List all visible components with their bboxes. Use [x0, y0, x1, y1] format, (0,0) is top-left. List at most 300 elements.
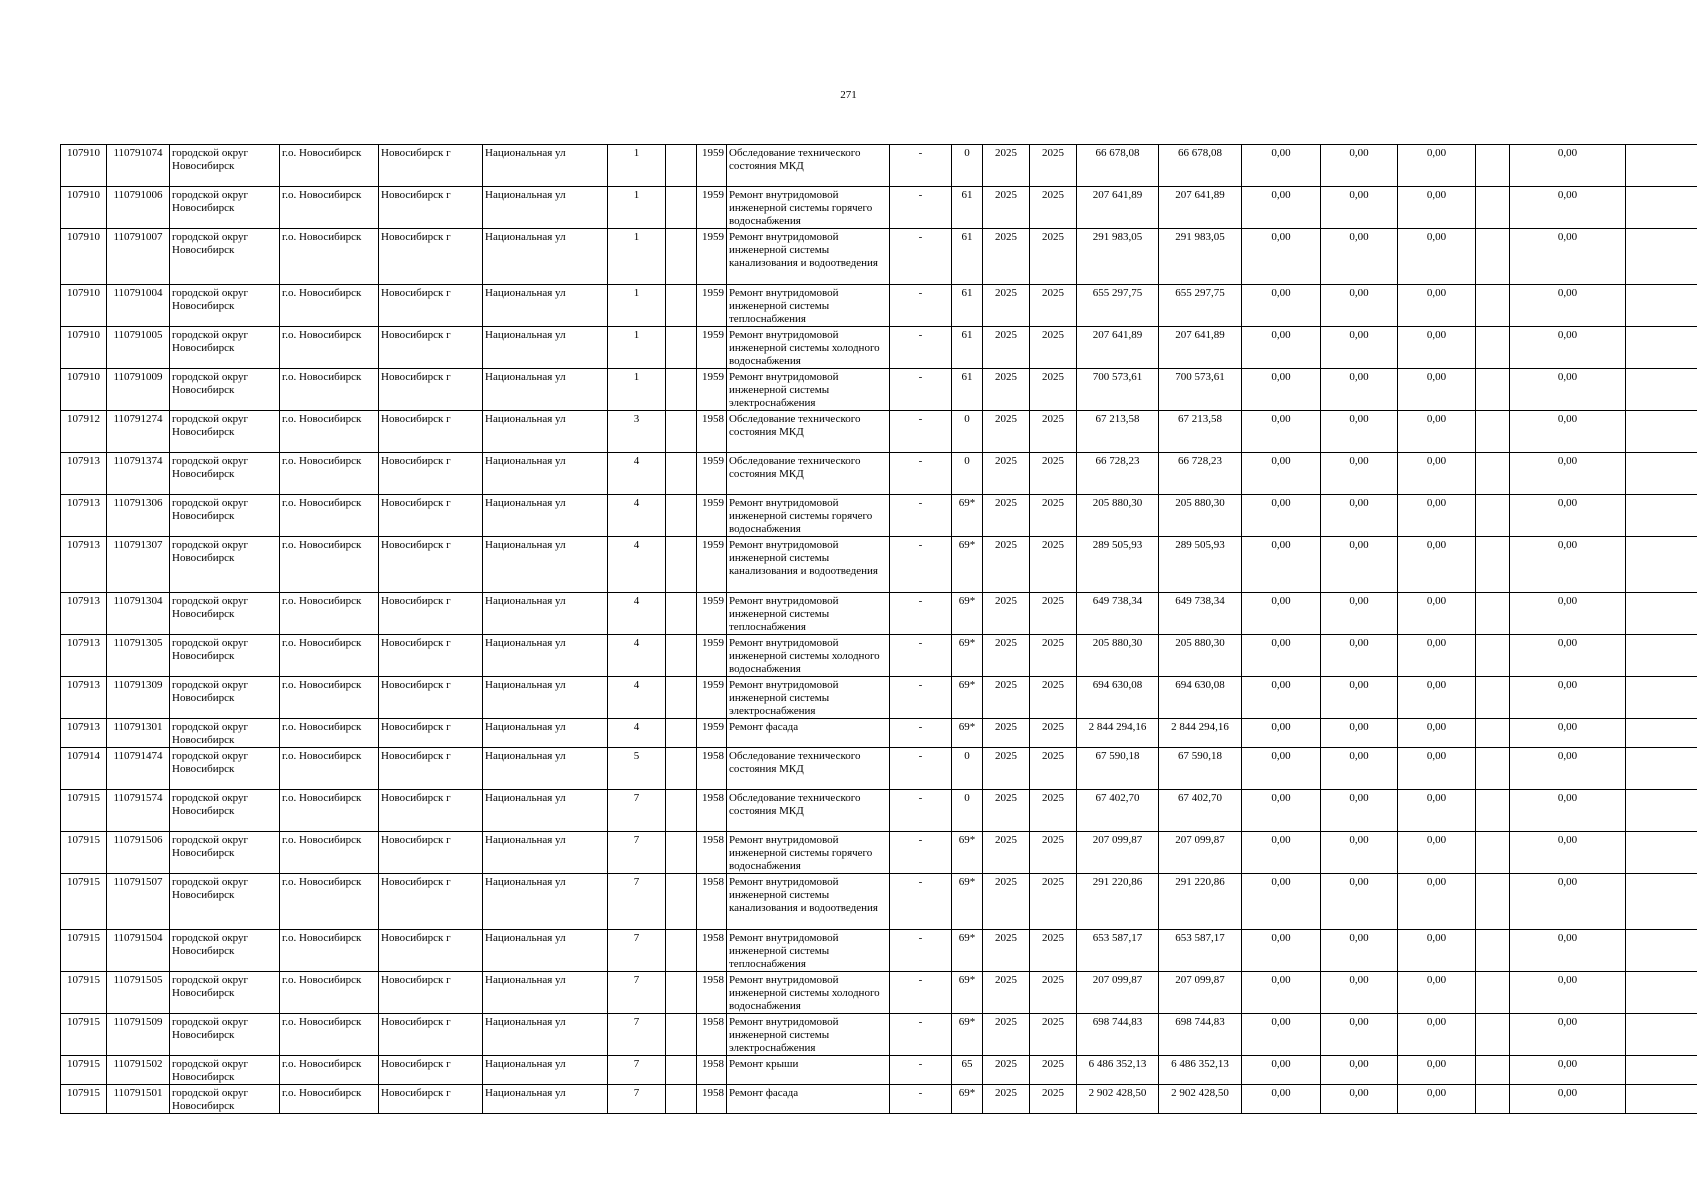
cell-year-start: 2025 [983, 874, 1030, 930]
cell-year-end: 2025 [1030, 593, 1077, 635]
cell-wear: 69* [952, 1085, 983, 1114]
cell-cost-total: 653 587,17 [1077, 930, 1159, 972]
cell-record-id: 107915 [61, 1014, 107, 1056]
cell-district: г.о. Новосибирск [280, 411, 379, 453]
cell-building [666, 677, 697, 719]
cell-cost-fund: 67 213,58 [1159, 411, 1242, 453]
cell-year-start: 2025 [983, 972, 1030, 1014]
cell-city: Новосибирск г [379, 972, 483, 1014]
cell-cost-total: 2 844 294,16 [1077, 719, 1159, 748]
cell-amount-1: 0,00 [1242, 930, 1321, 972]
cell-city: Новосибирск г [379, 1056, 483, 1085]
cell-amount-3: 0,00 [1398, 1014, 1476, 1056]
cell-amount-2: 0,00 [1321, 1056, 1398, 1085]
cell-cost-total: 694 630,08 [1077, 677, 1159, 719]
cell-street: Национальная ул [483, 369, 608, 411]
cell-year-start: 2025 [983, 495, 1030, 537]
cell-work-id: 110791509 [107, 1014, 170, 1056]
cell-empty [1476, 874, 1510, 930]
cell-cost-fund: 653 587,17 [1159, 930, 1242, 972]
cell-wear: 0 [952, 748, 983, 790]
cell-wear: 0 [952, 145, 983, 187]
cell-cost-total: 67 402,70 [1077, 790, 1159, 832]
cell-city: Новосибирск г [379, 369, 483, 411]
cell-building [666, 790, 697, 832]
cell-cost-total: 66 728,23 [1077, 453, 1159, 495]
cell-street: Национальная ул [483, 972, 608, 1014]
cell-city: Новосибирск г [379, 635, 483, 677]
cell-year-built: 1958 [697, 1056, 727, 1085]
cell-work-id: 110791507 [107, 874, 170, 930]
cell-city: Новосибирск г [379, 327, 483, 369]
table-row [61, 874, 1697, 930]
cell-building [666, 495, 697, 537]
cell-empty-last [1626, 874, 1697, 930]
cell-year-end: 2025 [1030, 187, 1077, 229]
cell-district: г.о. Новосибирск [280, 495, 379, 537]
cell-amount-2: 0,00 [1321, 874, 1398, 930]
cell-house-number: 1 [608, 145, 666, 187]
cell-cost-fund: 205 880,30 [1159, 635, 1242, 677]
cell-city: Новосибирск г [379, 145, 483, 187]
cell-year-start: 2025 [983, 285, 1030, 327]
cell-work-id: 110791506 [107, 832, 170, 874]
cell-work-type: Ремонт внутридомовой инженерной системы холодного водоснабжения [727, 635, 890, 677]
cell-district: г.о. Новосибирск [280, 593, 379, 635]
cell-city: Новосибирск г [379, 593, 483, 635]
cell-amount-1: 0,00 [1242, 719, 1321, 748]
cell-year-built: 1959 [697, 495, 727, 537]
cell-amount-2: 0,00 [1321, 790, 1398, 832]
cell-work-type: Ремонт внутридомовой инженерной системы канализования и водоотведения [727, 537, 890, 593]
cell-wear: 69* [952, 495, 983, 537]
cell-amount-3: 0,00 [1398, 145, 1476, 187]
cell-cost-total: 207 099,87 [1077, 972, 1159, 1014]
cell-district: г.о. Новосибирск [280, 1056, 379, 1085]
cell-house-number: 4 [608, 719, 666, 748]
cell-work-type: Ремонт внутридомовой инженерной системы горячего водоснабжения [727, 832, 890, 874]
cell-building [666, 327, 697, 369]
cell-cost-fund: 291 983,05 [1159, 229, 1242, 285]
cell-amount-1: 0,00 [1242, 495, 1321, 537]
cell-year-start: 2025 [983, 411, 1030, 453]
cell-wear: 61 [952, 327, 983, 369]
cell-building [666, 1014, 697, 1056]
cell-empty [1476, 537, 1510, 593]
cell-city: Новосибирск г [379, 453, 483, 495]
cell-year-end: 2025 [1030, 229, 1077, 285]
cell-municipality: городской округ Новосибирск [170, 790, 280, 832]
cell-district: г.о. Новосибирск [280, 972, 379, 1014]
cell-work-type: Ремонт внутридомовой инженерной системы холодного водоснабжения [727, 327, 890, 369]
cell-district: г.о. Новосибирск [280, 145, 379, 187]
cell-district: г.о. Новосибирск [280, 790, 379, 832]
cell-city: Новосибирск г [379, 719, 483, 748]
cell-year-start: 2025 [983, 369, 1030, 411]
cell-year-end: 2025 [1030, 748, 1077, 790]
cell-amount-2: 0,00 [1321, 593, 1398, 635]
cell-amount-1: 0,00 [1242, 1014, 1321, 1056]
table-row [61, 972, 1697, 1014]
cell-empty-last [1626, 930, 1697, 972]
cell-city: Новосибирск г [379, 1014, 483, 1056]
cell-municipality: городской округ Новосибирск [170, 874, 280, 930]
cell-municipality: городской округ Новосибирск [170, 285, 280, 327]
cell-dash: - [890, 187, 952, 229]
cell-year-built: 1958 [697, 972, 727, 1014]
cell-amount-4: 0,00 [1510, 635, 1626, 677]
cell-year-start: 2025 [983, 832, 1030, 874]
cell-amount-1: 0,00 [1242, 369, 1321, 411]
cell-building [666, 453, 697, 495]
cell-house-number: 7 [608, 1085, 666, 1114]
cell-empty-last [1626, 411, 1697, 453]
cell-municipality: городской округ Новосибирск [170, 327, 280, 369]
cell-cost-total: 6 486 352,13 [1077, 1056, 1159, 1085]
cell-empty [1476, 1085, 1510, 1114]
cell-street: Национальная ул [483, 874, 608, 930]
table-row [61, 145, 1697, 187]
cell-record-id: 107910 [61, 187, 107, 229]
cell-cost-fund: 207 099,87 [1159, 832, 1242, 874]
cell-amount-3: 0,00 [1398, 285, 1476, 327]
cell-city: Новосибирск г [379, 790, 483, 832]
cell-work-id: 110791009 [107, 369, 170, 411]
cell-amount-3: 0,00 [1398, 719, 1476, 748]
cell-year-built: 1959 [697, 229, 727, 285]
cell-work-id: 110791502 [107, 1056, 170, 1085]
cell-empty-last [1626, 537, 1697, 593]
cell-work-type: Ремонт внутридомовой инженерной системы горячего водоснабжения [727, 187, 890, 229]
cell-amount-1: 0,00 [1242, 187, 1321, 229]
cell-empty [1476, 635, 1510, 677]
cell-year-built: 1959 [697, 285, 727, 327]
cell-street: Национальная ул [483, 285, 608, 327]
cell-year-start: 2025 [983, 677, 1030, 719]
cell-record-id: 107910 [61, 145, 107, 187]
cell-work-id: 110791307 [107, 537, 170, 593]
cell-dash: - [890, 930, 952, 972]
cell-empty-last [1626, 790, 1697, 832]
cell-house-number: 4 [608, 677, 666, 719]
cell-empty [1476, 930, 1510, 972]
cell-amount-2: 0,00 [1321, 719, 1398, 748]
cell-year-start: 2025 [983, 790, 1030, 832]
cell-street: Национальная ул [483, 1056, 608, 1085]
cell-year-built: 1959 [697, 537, 727, 593]
table-row [61, 229, 1697, 285]
cell-amount-4: 0,00 [1510, 187, 1626, 229]
cell-year-start: 2025 [983, 327, 1030, 369]
cell-work-id: 110791305 [107, 635, 170, 677]
cell-city: Новосибирск г [379, 537, 483, 593]
cell-house-number: 4 [608, 453, 666, 495]
cell-cost-total: 698 744,83 [1077, 1014, 1159, 1056]
cell-district: г.о. Новосибирск [280, 327, 379, 369]
cell-year-start: 2025 [983, 748, 1030, 790]
cell-amount-1: 0,00 [1242, 874, 1321, 930]
cell-house-number: 5 [608, 748, 666, 790]
cell-amount-2: 0,00 [1321, 187, 1398, 229]
cell-street: Национальная ул [483, 593, 608, 635]
cell-amount-4: 0,00 [1510, 229, 1626, 285]
cell-amount-4: 0,00 [1510, 972, 1626, 1014]
cell-building [666, 874, 697, 930]
cell-street: Национальная ул [483, 495, 608, 537]
cell-empty [1476, 285, 1510, 327]
cell-district: г.о. Новосибирск [280, 187, 379, 229]
cell-record-id: 107910 [61, 369, 107, 411]
cell-amount-2: 0,00 [1321, 369, 1398, 411]
cell-municipality: городской округ Новосибирск [170, 537, 280, 593]
cell-year-built: 1959 [697, 453, 727, 495]
cell-record-id: 107913 [61, 719, 107, 748]
cell-amount-2: 0,00 [1321, 327, 1398, 369]
cell-year-end: 2025 [1030, 453, 1077, 495]
cell-amount-2: 0,00 [1321, 411, 1398, 453]
cell-amount-3: 0,00 [1398, 832, 1476, 874]
cell-house-number: 1 [608, 285, 666, 327]
cell-record-id: 107913 [61, 677, 107, 719]
cell-amount-3: 0,00 [1398, 874, 1476, 930]
cell-street: Национальная ул [483, 327, 608, 369]
cell-empty-last [1626, 285, 1697, 327]
cell-year-start: 2025 [983, 1085, 1030, 1114]
cell-amount-2: 0,00 [1321, 229, 1398, 285]
cell-amount-2: 0,00 [1321, 145, 1398, 187]
table-row [61, 187, 1697, 229]
cell-year-end: 2025 [1030, 790, 1077, 832]
cell-dash: - [890, 790, 952, 832]
cell-dash: - [890, 285, 952, 327]
cell-wear: 0 [952, 411, 983, 453]
cell-house-number: 7 [608, 790, 666, 832]
cell-city: Новосибирск г [379, 187, 483, 229]
cell-work-id: 110791501 [107, 1085, 170, 1114]
cell-dash: - [890, 677, 952, 719]
table-row [61, 790, 1697, 832]
cell-district: г.о. Новосибирск [280, 635, 379, 677]
cell-wear: 61 [952, 229, 983, 285]
cell-amount-1: 0,00 [1242, 327, 1321, 369]
cell-amount-1: 0,00 [1242, 453, 1321, 495]
cell-work-id: 110791304 [107, 593, 170, 635]
cell-dash: - [890, 229, 952, 285]
cell-house-number: 1 [608, 327, 666, 369]
cell-district: г.о. Новосибирск [280, 1014, 379, 1056]
cell-cost-fund: 67 402,70 [1159, 790, 1242, 832]
cell-record-id: 107913 [61, 453, 107, 495]
cell-city: Новосибирск г [379, 930, 483, 972]
cell-building [666, 411, 697, 453]
cell-empty-last [1626, 229, 1697, 285]
cell-dash: - [890, 832, 952, 874]
cell-amount-3: 0,00 [1398, 635, 1476, 677]
cell-cost-fund: 6 486 352,13 [1159, 1056, 1242, 1085]
table-row [61, 677, 1697, 719]
cell-municipality: городской округ Новосибирск [170, 495, 280, 537]
cell-house-number: 7 [608, 930, 666, 972]
cell-work-id: 110791309 [107, 677, 170, 719]
repair-register-table [60, 144, 1697, 1114]
cell-cost-total: 67 590,18 [1077, 748, 1159, 790]
cell-cost-fund: 207 099,87 [1159, 972, 1242, 1014]
cell-cost-total: 649 738,34 [1077, 593, 1159, 635]
cell-city: Новосибирск г [379, 229, 483, 285]
cell-city: Новосибирск г [379, 874, 483, 930]
cell-city: Новосибирск г [379, 1085, 483, 1114]
cell-year-end: 2025 [1030, 832, 1077, 874]
cell-work-id: 110791505 [107, 972, 170, 1014]
cell-amount-1: 0,00 [1242, 145, 1321, 187]
cell-year-end: 2025 [1030, 1085, 1077, 1114]
cell-amount-4: 0,00 [1510, 327, 1626, 369]
cell-dash: - [890, 369, 952, 411]
cell-amount-2: 0,00 [1321, 635, 1398, 677]
cell-record-id: 107915 [61, 1056, 107, 1085]
cell-wear: 61 [952, 369, 983, 411]
cell-house-number: 1 [608, 187, 666, 229]
cell-amount-3: 0,00 [1398, 748, 1476, 790]
cell-work-type: Обследование технического состояния МКД [727, 411, 890, 453]
cell-district: г.о. Новосибирск [280, 1085, 379, 1114]
cell-building [666, 972, 697, 1014]
cell-house-number: 4 [608, 635, 666, 677]
cell-empty [1476, 1056, 1510, 1085]
cell-cost-fund: 2 902 428,50 [1159, 1085, 1242, 1114]
cell-amount-2: 0,00 [1321, 285, 1398, 327]
cell-work-id: 110791274 [107, 411, 170, 453]
cell-amount-2: 0,00 [1321, 537, 1398, 593]
cell-district: г.о. Новосибирск [280, 453, 379, 495]
cell-record-id: 107915 [61, 832, 107, 874]
cell-wear: 69* [952, 593, 983, 635]
cell-cost-fund: 291 220,86 [1159, 874, 1242, 930]
cell-record-id: 107913 [61, 537, 107, 593]
cell-record-id: 107913 [61, 593, 107, 635]
cell-amount-4: 0,00 [1510, 1085, 1626, 1114]
cell-amount-4: 0,00 [1510, 411, 1626, 453]
cell-work-type: Ремонт крыши [727, 1056, 890, 1085]
cell-amount-1: 0,00 [1242, 677, 1321, 719]
cell-wear: 61 [952, 187, 983, 229]
cell-work-type: Ремонт фасада [727, 719, 890, 748]
cell-empty [1476, 1014, 1510, 1056]
cell-building [666, 187, 697, 229]
cell-amount-1: 0,00 [1242, 972, 1321, 1014]
cell-cost-total: 291 983,05 [1077, 229, 1159, 285]
cell-amount-4: 0,00 [1510, 677, 1626, 719]
cell-wear: 69* [952, 635, 983, 677]
table-row [61, 411, 1697, 453]
cell-work-id: 110791306 [107, 495, 170, 537]
cell-municipality: городской округ Новосибирск [170, 145, 280, 187]
cell-amount-2: 0,00 [1321, 1014, 1398, 1056]
cell-year-end: 2025 [1030, 537, 1077, 593]
cell-dash: - [890, 1085, 952, 1114]
cell-work-type: Ремонт внутридомовой инженерной системы электроснабжения [727, 369, 890, 411]
cell-amount-1: 0,00 [1242, 1085, 1321, 1114]
cell-empty-last [1626, 327, 1697, 369]
table-row [61, 1085, 1697, 1114]
cell-year-start: 2025 [983, 1056, 1030, 1085]
cell-building [666, 832, 697, 874]
cell-amount-1: 0,00 [1242, 832, 1321, 874]
cell-municipality: городской округ Новосибирск [170, 930, 280, 972]
cell-amount-3: 0,00 [1398, 537, 1476, 593]
cell-work-type: Обследование технического состояния МКД [727, 145, 890, 187]
cell-amount-2: 0,00 [1321, 748, 1398, 790]
cell-municipality: городской округ Новосибирск [170, 832, 280, 874]
cell-amount-2: 0,00 [1321, 972, 1398, 1014]
cell-record-id: 107913 [61, 495, 107, 537]
cell-year-built: 1959 [697, 635, 727, 677]
cell-amount-1: 0,00 [1242, 1056, 1321, 1085]
cell-empty-last [1626, 1056, 1697, 1085]
cell-municipality: городской округ Новосибирск [170, 229, 280, 285]
cell-cost-fund: 2 844 294,16 [1159, 719, 1242, 748]
cell-street: Национальная ул [483, 677, 608, 719]
cell-work-id: 110791007 [107, 229, 170, 285]
cell-wear: 69* [952, 972, 983, 1014]
cell-district: г.о. Новосибирск [280, 874, 379, 930]
cell-empty [1476, 145, 1510, 187]
cell-house-number: 4 [608, 593, 666, 635]
cell-municipality: городской округ Новосибирск [170, 677, 280, 719]
cell-street: Национальная ул [483, 453, 608, 495]
cell-city: Новосибирск г [379, 748, 483, 790]
cell-amount-3: 0,00 [1398, 327, 1476, 369]
cell-work-type: Ремонт внутридомовой инженерной системы электроснабжения [727, 1014, 890, 1056]
cell-year-end: 2025 [1030, 635, 1077, 677]
cell-dash: - [890, 719, 952, 748]
cell-work-type: Ремонт внутридомовой инженерной системы канализования и водоотведения [727, 874, 890, 930]
cell-district: г.о. Новосибирск [280, 930, 379, 972]
cell-amount-2: 0,00 [1321, 1085, 1398, 1114]
cell-amount-2: 0,00 [1321, 453, 1398, 495]
cell-district: г.о. Новосибирск [280, 719, 379, 748]
cell-street: Национальная ул [483, 635, 608, 677]
cell-cost-total: 66 678,08 [1077, 145, 1159, 187]
cell-year-built: 1958 [697, 1085, 727, 1114]
cell-empty [1476, 495, 1510, 537]
table-row [61, 1056, 1697, 1085]
cell-city: Новосибирск г [379, 677, 483, 719]
cell-cost-total: 205 880,30 [1077, 495, 1159, 537]
table-row [61, 537, 1697, 593]
cell-work-id: 110791005 [107, 327, 170, 369]
cell-year-built: 1959 [697, 719, 727, 748]
cell-year-start: 2025 [983, 1014, 1030, 1056]
cell-empty [1476, 369, 1510, 411]
cell-empty-last [1626, 187, 1697, 229]
cell-building [666, 593, 697, 635]
cell-dash: - [890, 411, 952, 453]
cell-record-id: 107915 [61, 874, 107, 930]
cell-building [666, 1085, 697, 1114]
cell-work-type: Ремонт внутридомовой инженерной системы горячего водоснабжения [727, 495, 890, 537]
table-row [61, 453, 1697, 495]
cell-amount-1: 0,00 [1242, 537, 1321, 593]
cell-empty [1476, 187, 1510, 229]
cell-dash: - [890, 495, 952, 537]
cell-record-id: 107915 [61, 930, 107, 972]
cell-amount-4: 0,00 [1510, 285, 1626, 327]
cell-empty [1476, 229, 1510, 285]
cell-year-built: 1958 [697, 930, 727, 972]
cell-empty-last [1626, 719, 1697, 748]
cell-empty [1476, 411, 1510, 453]
